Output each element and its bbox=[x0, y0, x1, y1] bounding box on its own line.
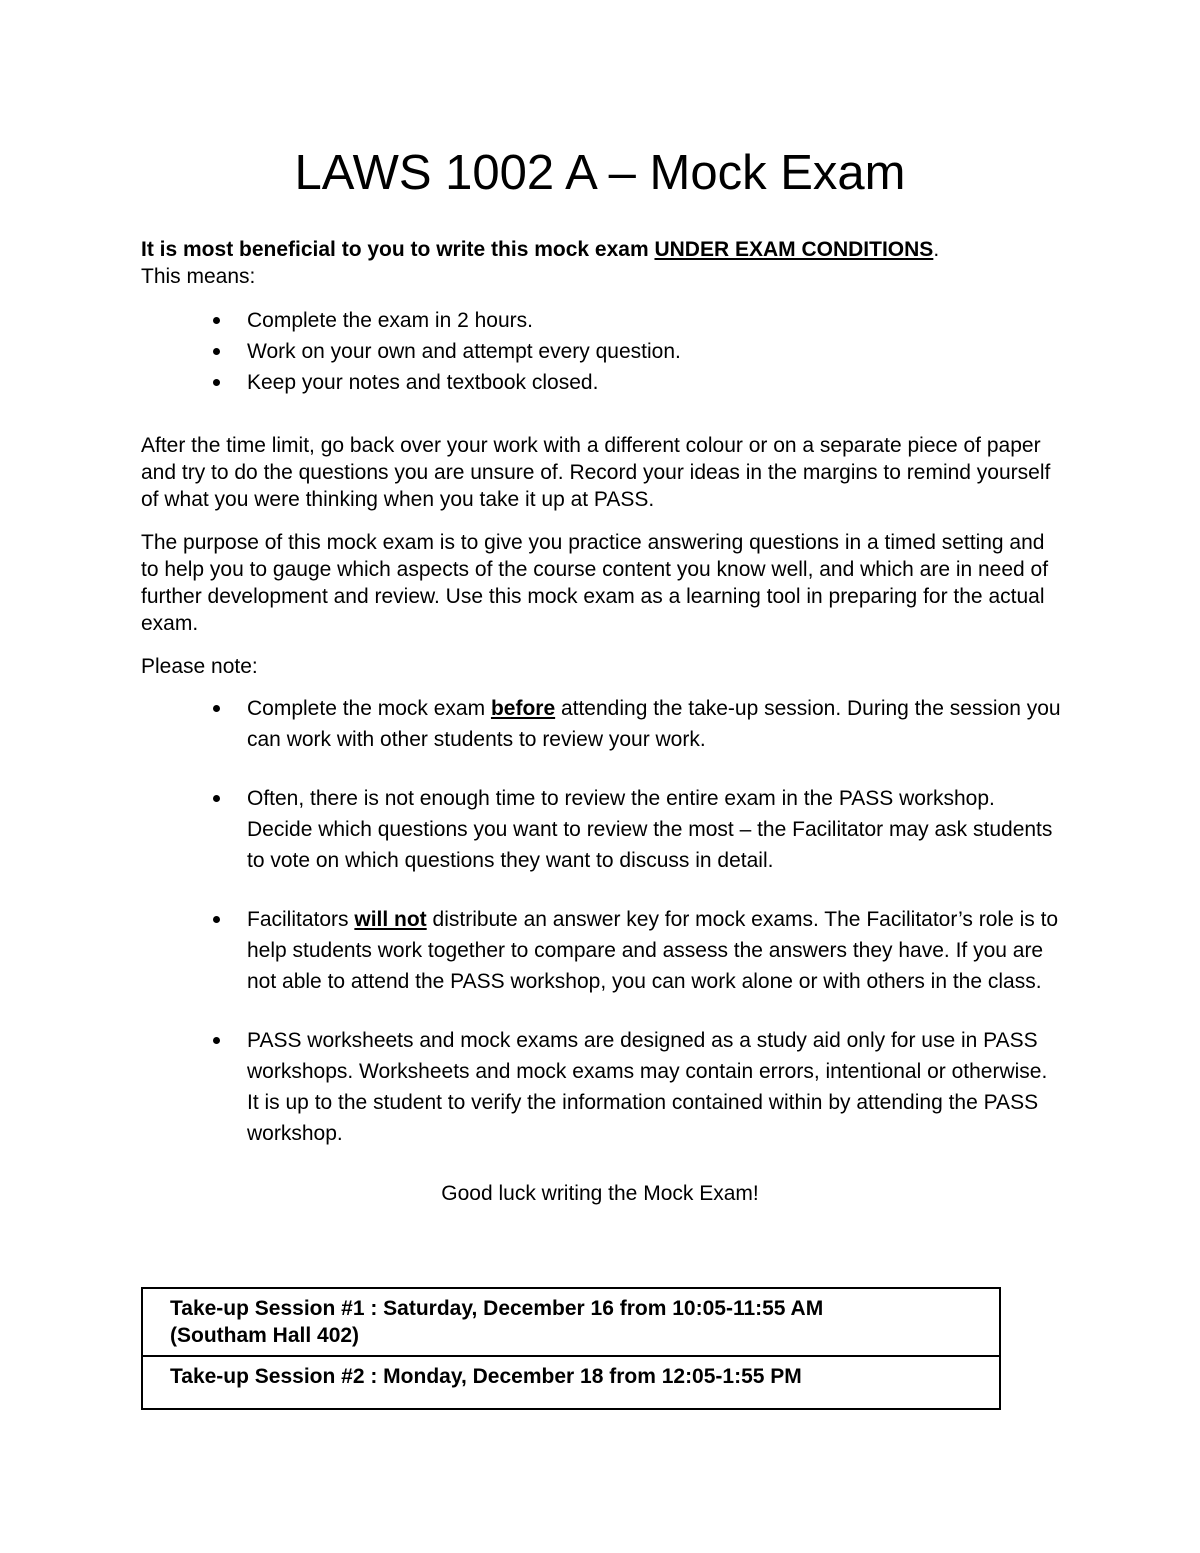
note-emphasis: will not bbox=[354, 908, 427, 931]
table-row bbox=[142, 1356, 1000, 1409]
intro-lead: It is most beneficial to you to write this mock exam bbox=[141, 238, 655, 261]
note-text: Complete the mock exam bbox=[247, 697, 491, 720]
session-2-time: Take-up Session #2 : Monday, December 18 from 12:05-1:55 PM bbox=[170, 1365, 802, 1388]
list-item-text: Complete the exam in 2 hours. bbox=[247, 309, 533, 332]
table-row bbox=[142, 1288, 1000, 1356]
list-item bbox=[141, 693, 1061, 755]
note-text: Facilitators bbox=[247, 908, 355, 931]
list-item bbox=[141, 305, 1061, 336]
bullet-icon bbox=[213, 795, 220, 802]
note-text: PASS worksheets and mock exams are designed as a study aid only for use in PASS workshops. Worksheets and mock exams may contain errors, intentional or otherwise. It is up to the student to verify the information contained within by attending the PASS workshop. bbox=[247, 1029, 1048, 1145]
list-item bbox=[141, 783, 1061, 876]
list-item-text: Keep your notes and textbook closed. bbox=[247, 371, 599, 394]
bullet-icon bbox=[213, 705, 220, 712]
purpose-paragraph: The purpose of this mock exam is to give you practice answering questions in a timed setting and to help you to gauge which aspects of the course content you know well, and which are in need of further development and review. Use this mock exam as a learning tool in preparing for the actual exam. bbox=[141, 531, 1049, 635]
after-time-paragraph: After the time limit, go back over your work with a different colour or on a separate piece of paper and try to do the questions you are unsure of. Record your ideas in the margins to remind yourself of what you were thinking when you take it up at PASS. bbox=[141, 434, 1051, 511]
please-note-label: Please note: bbox=[141, 655, 258, 678]
note-text: Often, there is not enough time to review the entire exam in the PASS workshop. Decide which questions you want to review the most – the Facilitator may ask students to vote on which questions they want to discuss in detail. bbox=[247, 787, 1053, 872]
bullet-icon bbox=[213, 379, 220, 386]
session-cell bbox=[142, 1356, 1000, 1409]
intro-period: . bbox=[933, 238, 940, 261]
bullet-icon bbox=[213, 317, 220, 324]
exam-conditions-emphasis: UNDER EXAM CONDITIONS bbox=[654, 238, 934, 261]
bullet-icon bbox=[213, 1037, 220, 1044]
list-item bbox=[141, 367, 1061, 398]
document-body bbox=[141, 236, 1061, 1207]
list-item bbox=[141, 904, 1061, 997]
take-up-sessions-table bbox=[141, 1287, 1001, 1410]
session-cell bbox=[142, 1288, 1000, 1356]
page-title: LAWS 1002 A – Mock Exam bbox=[294, 146, 906, 200]
note-text: attending the take-up session. During the session you can work with other students to review your work. bbox=[247, 697, 1061, 751]
list-item bbox=[141, 336, 1061, 367]
conditions-list bbox=[141, 305, 1061, 398]
this-means-label: This means: bbox=[141, 265, 256, 288]
bullet-icon bbox=[213, 916, 220, 923]
notes-list bbox=[141, 693, 1061, 1149]
good-luck-message: Good luck writing the Mock Exam! bbox=[441, 1182, 759, 1205]
intro-paragraph bbox=[141, 236, 1061, 290]
list-item bbox=[141, 1025, 1061, 1149]
note-text: distribute an answer key for mock exams. The Facilitator’s role is to help students work together to compare and assess the answers they have. If you are not able to attend the PASS workshop, you can work alone or with others in the class. bbox=[247, 908, 1059, 993]
session-1-time: Take-up Session #1 : Saturday, December 16 from 10:05-11:55 AM bbox=[170, 1297, 824, 1320]
bullet-icon bbox=[213, 348, 220, 355]
list-item-text: Work on your own and attempt every question. bbox=[247, 340, 681, 363]
session-1-location: (Southam Hall 402) bbox=[170, 1324, 360, 1347]
note-emphasis: before bbox=[490, 697, 556, 720]
